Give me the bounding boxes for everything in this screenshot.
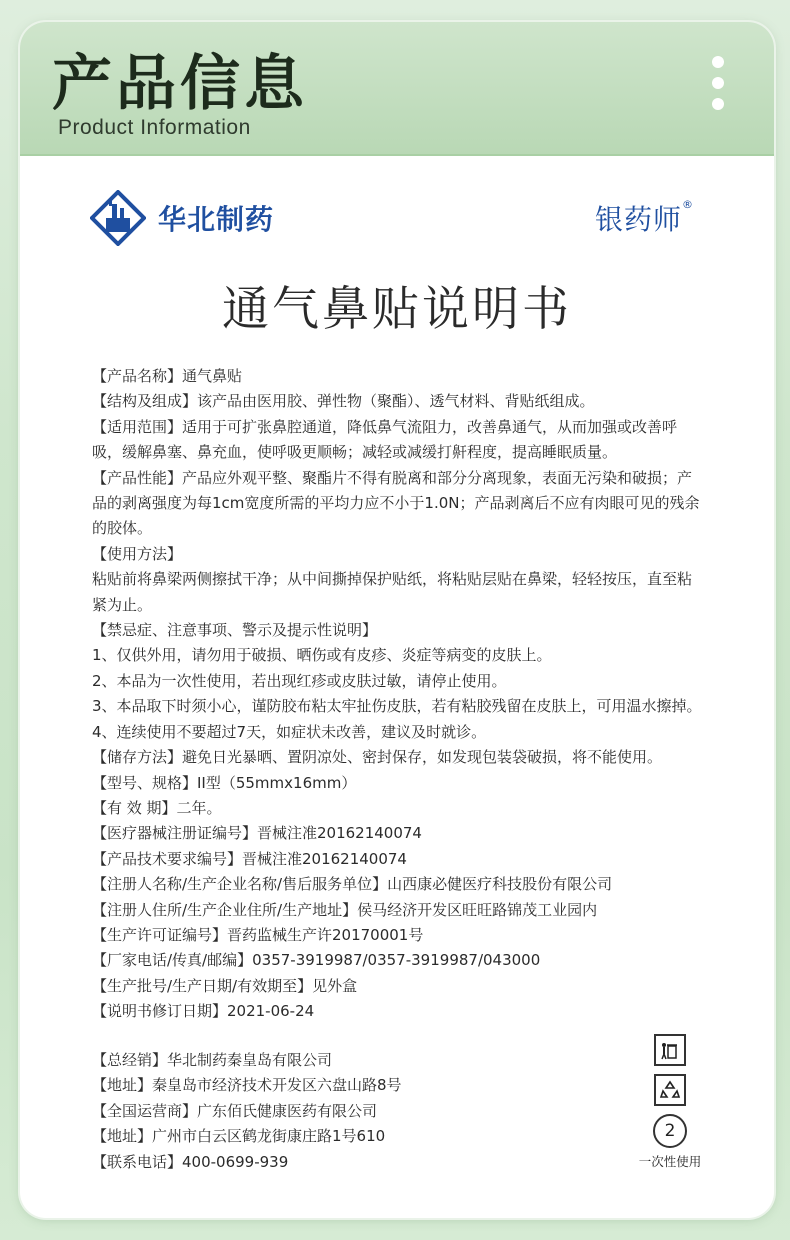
instructions-body — [92, 364, 704, 1025]
paragraph: 粘贴前将鼻梁两侧擦拭干净；从中间撕掉保护贴纸，将粘贴层贴在鼻梁，轻轻按压，直至粘紧为止。 — [92, 570, 693, 614]
recycle-icon — [654, 1074, 686, 1106]
more-dots-icon[interactable] — [712, 56, 726, 119]
paragraph: 【生产许可证编号】晋药监械生产许20170001号 — [92, 925, 424, 944]
paragraph: 【结构及组成】该产品由医用胶、弹性物（聚酯）、透气材料、背贴纸组成。 — [92, 392, 595, 411]
page-title: 产品信息 — [52, 49, 308, 119]
info-card — [20, 22, 774, 1218]
paragraph: 3、本品取下时须小心，谨防胶布粘太牢扯伤皮肤，若有粘胶残留在皮肤上，可用温水擦掉。 — [92, 697, 702, 716]
symbol-icons — [630, 1034, 710, 1170]
paragraph: 【厂家电话/传真/邮编】0357-3919987/0357-3919987/043000 — [92, 951, 541, 970]
paragraph: 1、仅供外用，请勿用于破损、晒伤或有皮疹、炎症等病变的皮肤上。 — [92, 646, 552, 665]
dot — [712, 56, 724, 68]
paragraph: 【禁忌症、注意事项、警示及提示性说明】 — [92, 621, 378, 640]
paragraph: 【生产批号/生产日期/有效期至】见外盒 — [92, 976, 358, 995]
brand-logo — [90, 190, 274, 246]
dot — [712, 98, 724, 110]
header-band — [20, 22, 774, 156]
paragraph: 【型号、规格】II型（55mmx16mm） — [92, 773, 357, 792]
paragraph: 【产品名称】通气鼻贴 — [92, 367, 243, 385]
brand-right-text: 银药师 — [594, 203, 682, 236]
brand-name-right — [595, 198, 694, 238]
paragraph: 2、本品为一次性使用，若出现红疹或皮肤过敏，请停止使用。 — [92, 671, 507, 690]
factory-logo-icon — [90, 190, 146, 246]
distribution-line: 【全国运营商】广东佰氏健康医药有限公司 — [92, 1101, 378, 1120]
paragraph: 【产品技术要求编号】晋械注准20162140074 — [92, 849, 407, 868]
single-use-icon: 2 — [653, 1114, 687, 1148]
paragraph: 【适用范围】适用于可扩张鼻腔通道，降低鼻气流阻力，改善鼻通气，从而加强或改善呼吸，缓解鼻塞、鼻充血，使呼吸更顺畅；减轻或减缓打鼾程度，提高睡眠质量。 — [92, 417, 678, 462]
paragraph: 【注册人名称/生产企业名称/售后服务单位】山西康必健医疗科技股份有限公司 — [92, 875, 613, 894]
paragraph: 【医疗器械注册证编号】晋械注准20162140074 — [92, 824, 422, 843]
paragraph: 【储存方法】避免日光暴晒、置阴凉处、密封保存，如发现包装袋破损，将不能使用。 — [92, 748, 663, 767]
trash-bin-icon — [654, 1034, 686, 1066]
distribution-line: 【总经销】华北制药秦皇岛有限公司 — [92, 1051, 333, 1069]
single-use-label: 一次性使用 — [638, 1154, 702, 1169]
distribution-line: 【地址】秦皇岛市经济技术开发区六盘山路8号 — [92, 1076, 402, 1095]
brand-name-left: 华北制药 — [158, 203, 275, 236]
paragraph: 【说明书修订日期】2021-06-24 — [92, 1002, 315, 1021]
page-subtitle: Product Information — [58, 116, 251, 139]
paragraph: 【使用方法】 — [92, 544, 183, 563]
paragraph: 【注册人住所/生产企业住所/生产地址】侯马经济开发区旺旺路锦茂工业园内 — [92, 900, 598, 919]
distribution-info — [92, 1048, 542, 1175]
registered-mark: ® — [682, 198, 694, 211]
dot — [712, 77, 724, 89]
paragraph: 【有 效 期】二年。 — [92, 798, 222, 817]
distribution-line: 【联系电话】400-0699-939 — [92, 1152, 289, 1171]
paragraph: 【产品性能】产品应外观平整、聚酯片不得有脱离和部分分离现象，表面无污染和破损；产品的剥离强度为每1cm宽度所需的平均力应不小于1.0N；产品剥离后不应有肉眼可见的残余的胶体。 — [92, 468, 700, 538]
paragraph: 4、连续使用不要超过7天，如症状未改善，建议及时就诊。 — [92, 722, 487, 741]
document-title: 通气鼻贴说明书 — [222, 282, 572, 337]
distribution-line: 【地址】广州市白云区鹤龙街康庄路1号610 — [92, 1127, 386, 1146]
